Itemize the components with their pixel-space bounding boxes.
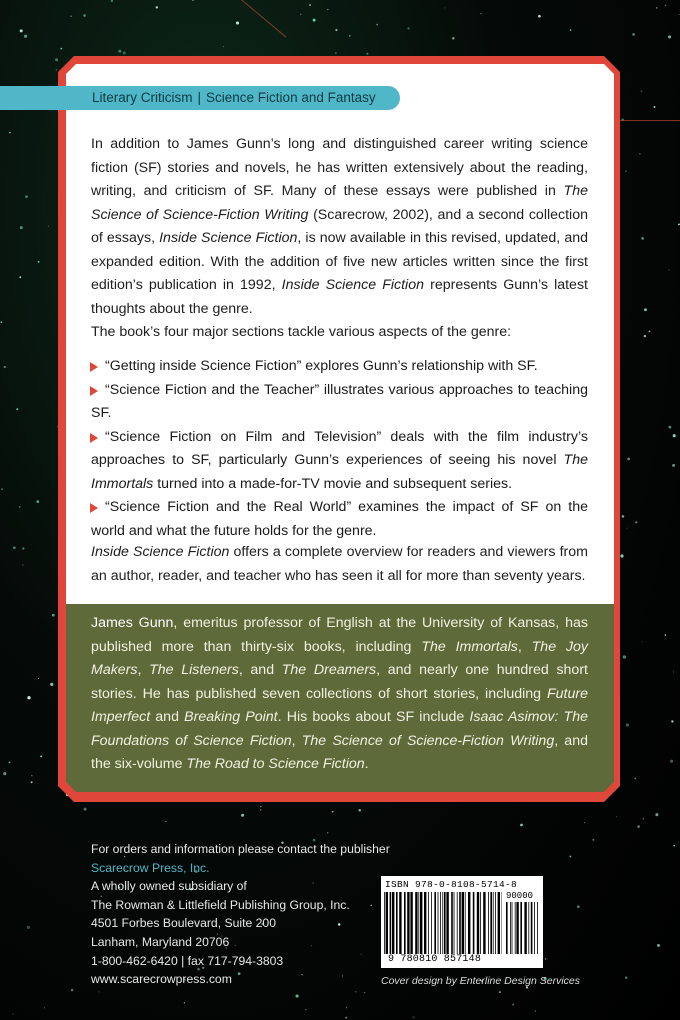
publisher-name: Scarecrow Press, Inc. xyxy=(91,860,210,875)
closing-paragraph xyxy=(91,541,588,588)
intro-text: , is now available in this revised, updated, and expanded edition. With the addition of five new articles written since the first edition’s publication in 1992, xyxy=(91,230,588,293)
list-item xyxy=(91,496,588,543)
list-item-text: “Science Fiction and the Teacher” illustrates various approaches to teaching SF. xyxy=(91,381,588,421)
book-title: The Road to Science Fiction xyxy=(186,756,365,772)
arrow-bullet-icon xyxy=(90,433,98,443)
bio-text: , emeritus professor of English at the University of Kansas, has published more than thirty-six books, including xyxy=(91,615,588,655)
author-name: James Gunn xyxy=(91,615,174,631)
bio-text: , xyxy=(137,662,150,678)
book-title: Breaking Point xyxy=(184,709,278,725)
arrow-bullet-icon xyxy=(90,503,98,513)
bio-text: , xyxy=(291,732,302,749)
category-separator: | xyxy=(197,90,202,105)
phone-fax: 1-800-462-6420 | fax 717-794-3803 xyxy=(91,953,284,968)
sections-list xyxy=(91,355,588,543)
book-title: Inside Science Fiction xyxy=(91,544,230,560)
list-item-text: “Getting inside Science Fiction” explores Gunn’s relationship with SF. xyxy=(105,358,538,374)
book-title: Isaac Asimov: The Foundations of Science Fiction xyxy=(91,709,588,749)
parent-company: The Rowman & Littlefield Publishing Group, Inc. xyxy=(91,897,350,912)
city-address: Lanham, Maryland 20706 xyxy=(91,934,230,949)
intro-text: represents Gunn’s latest thoughts about the genre. xyxy=(91,277,588,317)
book-title: The Listeners xyxy=(149,662,239,678)
intro-paragraph xyxy=(91,133,588,321)
intro-text: In addition to James Gunn’s long and distinguished career writing science fiction (SF) stories and novels, he has written extensively about the reading, writing, and criticism of SF. Many of these essays were published in xyxy=(91,136,588,199)
book-title: Inside Science Fiction xyxy=(281,277,424,293)
subsidiary-line: A wholly owned subsidiary of xyxy=(91,879,247,894)
bio-text: and xyxy=(150,709,185,725)
cover-design-credit: Cover design by Enterline Design Services xyxy=(381,975,581,987)
book-title: Future Imperfect xyxy=(91,685,588,725)
ean-barcode xyxy=(384,892,502,954)
category-secondary: Science Fiction and Fantasy xyxy=(206,90,376,105)
author-bio xyxy=(91,612,588,777)
book-title: The Science of Science-Fiction Writing xyxy=(91,183,588,223)
book-title: The Dreamers xyxy=(281,662,377,678)
list-item-text-a: “Science Fiction on Film and Television” deals with the film industry’s approaches to SF, particularly Gunn’s experiences of seeing his novel xyxy=(91,428,588,468)
closing-text: offers a complete overview for readers and viewers from an author, reader, and teacher who has seen it all for more than seventy years. xyxy=(91,544,588,584)
website-link[interactable]: www.scarecrowpress.com xyxy=(91,972,232,987)
list-item xyxy=(91,379,588,426)
arrow-bullet-icon xyxy=(90,386,98,396)
bio-text: , and nearly one hundred short stories. He has published seven collections of short stories, including xyxy=(91,662,588,702)
publisher-contact xyxy=(91,840,411,989)
book-title: The Immortals xyxy=(421,638,518,655)
bio-text: , and xyxy=(238,662,282,678)
list-item xyxy=(91,355,588,379)
category-label xyxy=(0,86,400,110)
book-title: The Immortals xyxy=(91,452,588,492)
street-address: 4501 Forbes Boulevard, Suite 200 xyxy=(91,916,276,931)
list-item-text xyxy=(91,426,588,497)
sections-lead: The book’s four major sections tackle various aspects of the genre: xyxy=(91,324,512,340)
barcode-digits: 9 780810 857148 xyxy=(388,954,482,965)
intro-text: (Scarecrow, 2002), and a second collection of essays, xyxy=(91,206,588,246)
bio-text: , and the six-volume xyxy=(91,732,588,772)
book-title: Inside Science Fiction xyxy=(159,230,298,246)
arrow-bullet-icon xyxy=(90,362,98,372)
addon-barcode xyxy=(506,902,540,954)
bio-text: . His books about SF include xyxy=(277,709,470,725)
bio-text: . xyxy=(364,756,369,772)
barcode-addon-digits: 90000 xyxy=(506,891,534,901)
list-item xyxy=(91,426,588,497)
list-item-text: “Science Fiction and the Real World” examines the impact of SF on the world and what the future holds for the genre. xyxy=(91,499,588,539)
decorative-line xyxy=(620,120,680,121)
book-title: The Science of Science-Fiction Writing xyxy=(301,732,555,749)
category-primary: Literary Criticism xyxy=(92,90,193,105)
isbn-label: ISBN 978-0-8108-5714-8 xyxy=(385,879,518,890)
bio-text: , xyxy=(517,638,532,655)
contact-lead: For orders and information please contact the publisher xyxy=(91,842,390,856)
list-item-text-b: turned into a made-for-TV movie and subsequent series. xyxy=(153,475,513,492)
book-title: The Joy Makers xyxy=(91,638,588,678)
